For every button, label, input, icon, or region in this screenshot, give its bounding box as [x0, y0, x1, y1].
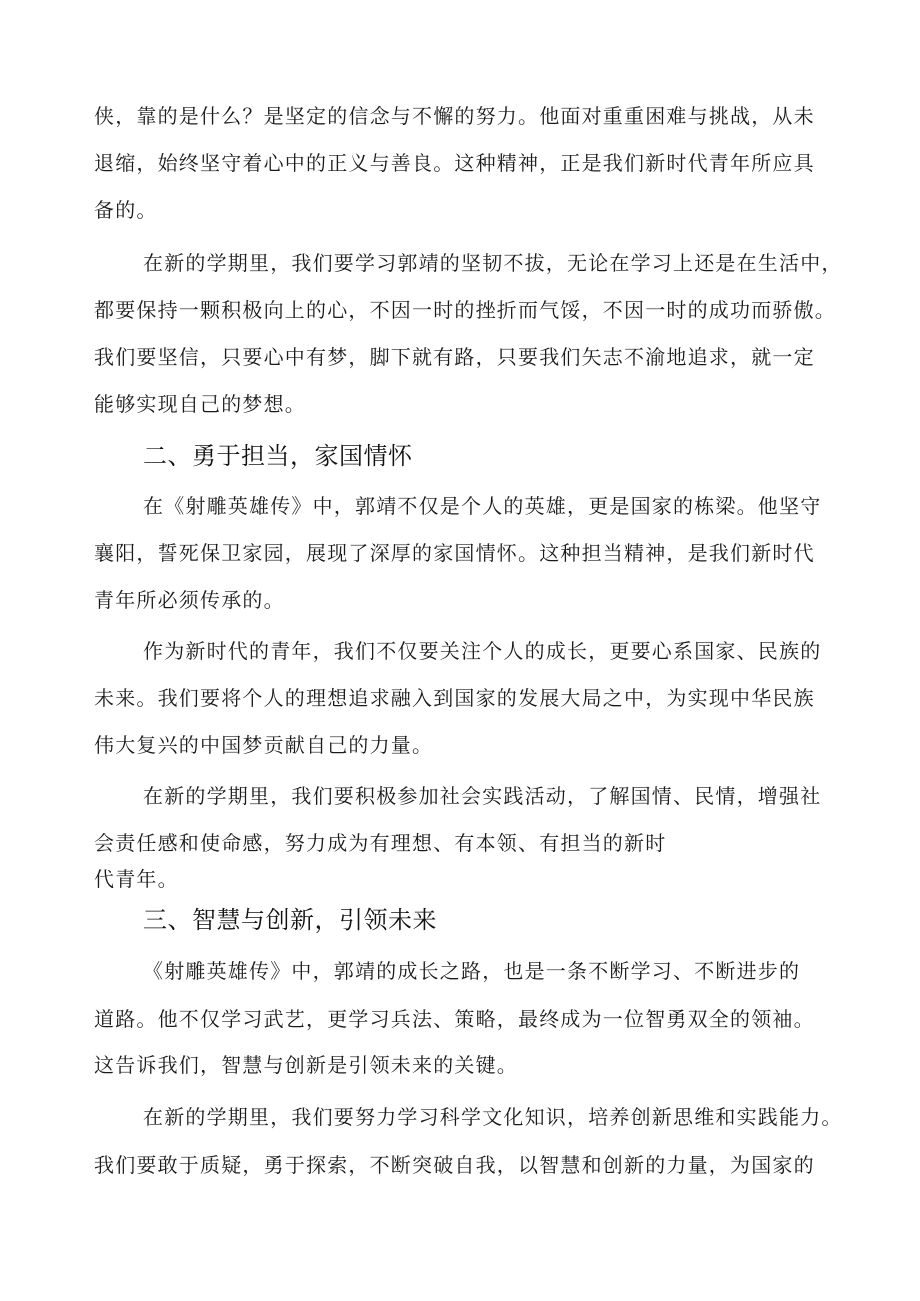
paragraph-line: 我们要敢于质疑，勇于探索，不断突破自我，以智慧和创新的力量，为国家的 — [94, 1153, 815, 1177]
paragraph-line: 这告诉我们，智慧与创新是引领未来的关键。 — [94, 1053, 518, 1077]
paragraph-line: 我们要坚信，只要心中有梦，脚下就有路，只要我们矢志不渝地追求，就一定 — [94, 345, 815, 369]
paragraph-line: 襄阳，誓死保卫家园，展现了深厚的家国情怀。这种担当精神，是我们新时代 — [94, 541, 815, 565]
paragraph-line: 伟大复兴的中国梦贡献自己的力量。 — [94, 733, 434, 757]
paragraph-line: 作为新时代的青年，我们不仅要关注个人的成长，更要心系国家、民族的 — [143, 639, 822, 663]
paragraph-line: 侠，靠的是什么？是坚定的信念与不懈的努力。他面对重重困难与挑战，从未 — [94, 104, 815, 128]
paragraph-line: 代青年。 — [94, 867, 179, 891]
paragraph-line: 在《射雕英雄传》中，郭靖不仅是个人的英雄，更是国家的栋梁。他坚守 — [143, 494, 822, 518]
paragraph-line: 都要保持一颗积极向上的心，不因一时的挫折而气馁，不因一时的成功而骄傲。 — [94, 298, 836, 322]
paragraph-line: 在新的学期里，我们要努力学习科学文化知识，培养创新思维和实践能力。 — [143, 1105, 843, 1129]
paragraph-line: 备的。 — [94, 198, 158, 222]
paragraph-line: 青年所必须传承的。 — [94, 588, 285, 612]
paragraph-line: 道路。他不仅学习武艺，更学习兵法、策略，最终成为一位智勇双全的领袖。 — [94, 1007, 815, 1031]
paragraph-line: 未来。我们要将个人的理想追求融入到国家的发展大局之中，为实现中华民族 — [94, 686, 815, 710]
paragraph-line: 在新的学期里，我们要积极参加社会实践活动，了解国情、民情，增强社 — [143, 784, 822, 808]
paragraph-line: 《射雕英雄传》中，郭靖的成长之路，也是一条不断学习、不断进步的 — [143, 959, 801, 983]
paragraph-line: 会责任感和使命感，努力成为有理想、有本领、有担当的新时 — [94, 831, 667, 855]
paragraph-line: 在新的学期里，我们要学习郭靖的坚韧不拔，无论在学习上还是在生活中， — [143, 251, 843, 275]
section-heading: 二、勇于担当，家国情怀 — [143, 442, 413, 470]
paragraph-line: 能够实现自己的梦想。 — [94, 392, 306, 416]
paragraph-line: 退缩，始终坚守着心中的正义与善良。这种精神，正是我们新时代青年所应具 — [94, 151, 815, 175]
section-heading: 三、智慧与创新，引领未来 — [143, 906, 437, 934]
